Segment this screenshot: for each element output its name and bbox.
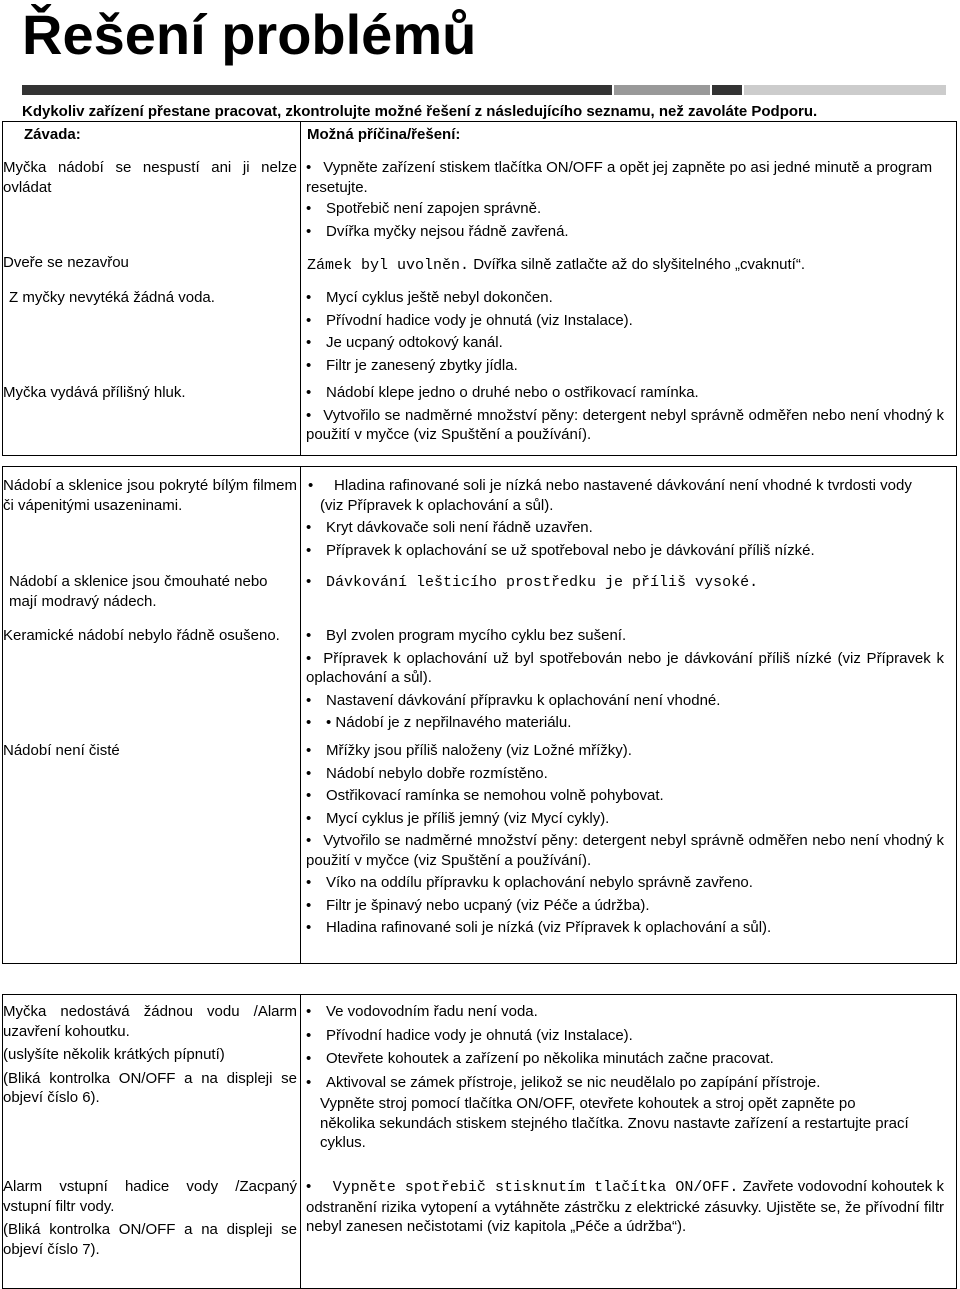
solution-cell: [306, 288, 944, 375]
divider-bar-dark-2: [712, 85, 742, 95]
fault-cell: Keramické nádobí nebylo řádně osušeno.: [3, 627, 280, 644]
list-item: • Hladina rafinované soli je nízká nebo nastavené dávkování není vhodné k tvrdosti vody (viz Přípravek k oplachování a sůl).: [308, 477, 912, 514]
solution-cell: [306, 741, 944, 938]
list-item: • Nádobí klepe jedno o druhé nebo o ostřikovací ramínka.: [306, 384, 699, 401]
fault-cell: Dveře se nezavřou: [3, 254, 129, 271]
list-item: • Byl zvolen program mycího cyklu bez sušení.: [306, 627, 627, 644]
list-item: • Ostřikovací ramínka se nemohou volně pohybovat.: [306, 787, 664, 804]
intro-text: Kdykoliv zařízení přestane pracovat, zkontrolujte možné řešení z následujícího seznamu, než zavoláte Podporu.: [22, 103, 818, 120]
solution-text: Zavřete vodovodní kohoutek k odstranění rizika vytopení a vytáhněte zástrčku z elektrické zásuvky. Ujistěte se, že přívodní filtr nebyl zanesen nečistotami (viz kapitola „Péče a údržba“).: [306, 1178, 944, 1235]
list-item: • Přípravek k oplachování už byl spotřebován nebo je dávkování příliš nízké (viz Přípravek k oplachování a sůl).: [306, 649, 944, 686]
list-item: • Ve vodovodním řadu není voda.: [306, 1003, 538, 1020]
solution-cell: [306, 476, 936, 560]
list-item: • Přívodní hadice vody je ohnutá (viz Instalace).: [306, 311, 633, 329]
solution-note: Vypněte stroj pomocí tlačítka ON/OFF, otevřete kohoutek a stroj opět zapněte po několika sekundách stiskem stejného tlačítka. Znovu nastavte zařízení a restartujte prací cyklus.: [320, 1095, 909, 1151]
list-item: • Je ucpaný odtokový kanál.: [306, 334, 503, 351]
fault-cell: Nádobí a sklenice jsou čmouhaté nebo mají modravý nádech.: [9, 573, 268, 610]
solution-mono-text: Zámek byl uvolněn.: [307, 257, 470, 274]
list-item: • Dávkování lešticího prostředku je příliš vysoké.: [306, 573, 759, 591]
list-item: • Víko na oddílu přípravku k oplachování nebylo správně zavřeno.: [306, 874, 753, 891]
list-item: • Otevřete kohoutek a zařízení po několika minutách začne pracovat.: [306, 1050, 774, 1067]
solution-cell: [306, 626, 944, 733]
list-item: • Filtr je zanesený zbytky jídla.: [306, 356, 518, 374]
list-item: • Nastavení dávkování přípravku k oplachování není vhodné.: [306, 691, 721, 709]
fault-cell: Myčka nedostává žádnou vodu /Alarm uzavření kohoutku. (uslyšíte několik krátkých pípnutí) (Bliká kontrolka ON/OFF a na displeji se objeví číslo 6).: [3, 1003, 297, 1106]
solution-cell: [306, 158, 944, 241]
solution-cell: • Vypněte spotřebič stisknutím tlačítka ON/OFF. Zavřete vodovodní kohoutek k odstranění rizika vytopení a vytáhněte zástrčku z elektrické zásuvky. Ujistěte se, že přívodní filtr nebyl zanesen nečistotami (viz kapitola „Péče a údržba“).: [306, 1178, 944, 1235]
fault-cell: Z myčky nevytéká žádná voda.: [9, 289, 215, 306]
list-item: • Přípravek k oplachování se už spotřeboval nebo je dávkování příliš nízké.: [306, 541, 815, 559]
fault-cell: Alarm vstupní hadice vody /Zacpaný vstupní filtr vody. (Bliká kontrolka ON/OFF a na displeji se objeví číslo 7).: [3, 1178, 297, 1258]
list-item: • Vypněte zařízení stiskem tlačítka ON/OFF a opět jej zapněte po asi jedné minutě a program resetujte.: [306, 159, 933, 196]
page-title: Řešení problémů: [22, 3, 477, 66]
list-item: • Nádobí nebylo dobře rozmístěno.: [306, 764, 548, 782]
list-item: • Aktivoval se zámek přístroje, jelikož se nic neudělalo po zapípání přístroje.: [306, 1073, 821, 1091]
divider-bar-dark: [22, 85, 612, 95]
list-item: • Mycí cyklus ještě nebyl dokončen.: [306, 289, 553, 306]
fault-column-header: Závada:: [24, 126, 81, 143]
fault-cell: Nádobí a sklenice jsou pokryté bílým filmem či vápenitými usazeninami.: [3, 477, 297, 514]
solution-cell: [306, 572, 944, 593]
list-item: • Hladina rafinované soli je nízká (viz Přípravek k oplachování a sůl).: [306, 919, 772, 936]
list-item: • Mřížky jsou příliš naloženy (viz Ložné mřížky).: [306, 742, 632, 759]
list-item: • Filtr je špinavý nebo ucpaný (viz Péče a údržba).: [306, 896, 650, 914]
list-item: • Spotřebič není zapojen správně.: [306, 200, 542, 217]
list-item: • Dvířka myčky nejsou řádně zavřená.: [306, 222, 569, 240]
list-item: • Mycí cyklus je příliš jemný (viz Mycí cykly).: [306, 809, 610, 827]
list-item: • Kryt dávkovače soli není řádně uzavřen.: [306, 519, 593, 536]
solution-cell: [307, 255, 945, 276]
list-item: • • Nádobí je z nepřilnavého materiálu.: [306, 714, 572, 731]
divider-bar-mid: [614, 85, 710, 95]
solution-cell: [306, 383, 944, 445]
solution-mono-text: Vypněte spotřebič stisknutím tlačítka ON/OFF.: [332, 1179, 739, 1196]
list-item: • Přívodní hadice vody je ohnutá (viz Instalace).: [306, 1026, 633, 1044]
solution-column-header: Možná příčina/řešení:: [307, 126, 461, 143]
list-item: • Vytvořilo se nadměrné množství pěny: detergent nebyl správně odměřen nebo není vhodný k použití v myčce (viz Spuštění a používání).: [306, 832, 944, 869]
solution-text: Dvířka silně zatlačte až do slyšitelného „cvaknutí“.: [469, 256, 806, 273]
divider-bar-light: [744, 85, 946, 95]
fault-cell: Myčka nádobí se nespustí ani ji nelze ovládat: [3, 159, 297, 196]
list-item: • Vytvořilo se nadměrné množství pěny: detergent nebyl správně odměřen nebo není vhodný k použití v myčce (viz Spuštění a používání).: [306, 406, 944, 443]
fault-cell: Nádobí není čisté: [3, 742, 120, 759]
solution-cell: [306, 1002, 944, 1153]
fault-cell: Myčka vydává přílišný hluk.: [3, 384, 186, 401]
